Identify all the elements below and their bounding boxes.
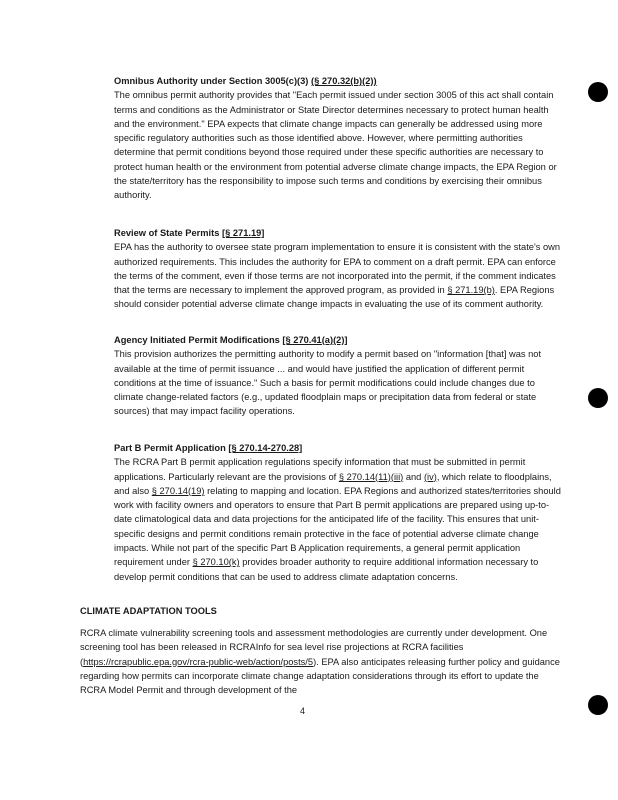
punch-hole [588, 82, 608, 102]
punch-hole [588, 695, 608, 715]
section-heading: Review of State Permits [§ 271.19] [114, 228, 265, 238]
citation-link[interactable]: [§ 270.14-270.28] [228, 443, 303, 453]
page-number: 4 [300, 706, 306, 716]
section-heading: Omnibus Authority under Section 3005(c)(3) (§ 270.32(b)(2)) [114, 76, 377, 86]
punch-hole [588, 388, 608, 408]
citation-link[interactable]: [§ 271.19] [222, 228, 265, 238]
section-title: CLIMATE ADAPTATION TOOLS [80, 606, 217, 616]
section-partb [114, 441, 562, 584]
section-heading: Agency Initiated Permit Modifications [§ 270.41(a)(2)] [114, 335, 348, 345]
section-body: This provision authorizes the permitting authority to modify a permit based on "information [that] was not available at the time of permit issuance ... and would have justified the application of different permit conditions at the time of issuance." Such a basis for permit modifications could include changes due to climate change-related factors (e.g., updated floodplain maps or precipitation data from federal or state sources) that may impact facility operations. [114, 349, 542, 417]
inline-link[interactable]: § 270.14(11)(iii) [338, 471, 404, 482]
section-body: RCRA climate vulnerability screening tools and assessment methodologies are currently under development. One screening tool has been released in RCRAInfo for sea level rise projections at RCRA facilities (https://rcrapublic.epa.gov/rcra-public-web/action/posts/5). EPA also anticipates releasing further policy and guidance regarding how permits can incorporate climate change adaptation considerations through its effort to update the RCRA Model Permit and through development of the [80, 628, 560, 696]
citation-link[interactable]: (§ 270.32(b)(2)) [311, 76, 377, 86]
section-review [114, 226, 562, 312]
section-omnibus [114, 74, 562, 203]
section-body: The omnibus permit authority provides that "Each permit issued under section 3005 of this act shall contain terms and conditions as the Administrator or State Director determines necessary to protect human health and the environment." EPA expects that climate change impacts can generally be addressed using more specific regulatory authorities such as those identified above. However, where permitting authorities determine that permit conditions beyond those required under these specific authorities are necessary to protect human health or the environment from potential adverse climate change impacts, the EPA Region or the state/territory has the responsibility to impose such terms and conditions by exercising their omnibus authority. [114, 90, 557, 201]
inline-link[interactable]: § 270.14(19) [151, 485, 205, 496]
inline-link[interactable]: (iv) [423, 471, 437, 482]
section-heading: Part B Permit Application [§ 270.14-270.28] [114, 443, 303, 453]
section-body: The RCRA Part B permit application regulations specify information that must be submitted in permit applications. Particularly relevant are the provisions of § 270.14(11)(iii) and (iv), which relate to floodplains, and also § 270.14(19) relating to mapping and location. EPA Regions and authorized states/territories should work with facility owners and operators to ensure that Part B permit applications are prepared using up-to-date climatological data and data projections for the anticipated life of the facility. This ensures that unit-specific designs and permit conditions remain protective in the face of potential adverse climate change impacts. While not part of the specific Part B Application requirements, a general permit application requirement under § 270.10(k) provides broader authority to require additional information necessary to develop permit conditions that can be used to address climate adaptation concerns. [114, 457, 561, 582]
inline-link[interactable]: § 270.10(k) [192, 557, 240, 568]
url-link[interactable]: https://rcrapublic.epa.gov/rcra-public-web/action/posts/5 [83, 656, 314, 667]
section-agency [114, 333, 562, 419]
section-body: EPA has the authority to oversee state program implementation to ensure it is consistent with the state's own authorized requirements. This includes the authority for EPA to comment on a draft permit. EPA can enforce the terms of the comment, even if those terms are not incorporated into the permit, if the comment indicates that the terms are necessary to implement the approved program, as provided in § 271.19(b). EPA Regions should consider potential adverse climate change impacts in evaluating the use of its comment authority. [114, 242, 561, 310]
citation-link[interactable]: [§ 270.41(a)(2)] [282, 335, 348, 345]
inline-link[interactable]: § 271.19(b) [447, 285, 495, 296]
